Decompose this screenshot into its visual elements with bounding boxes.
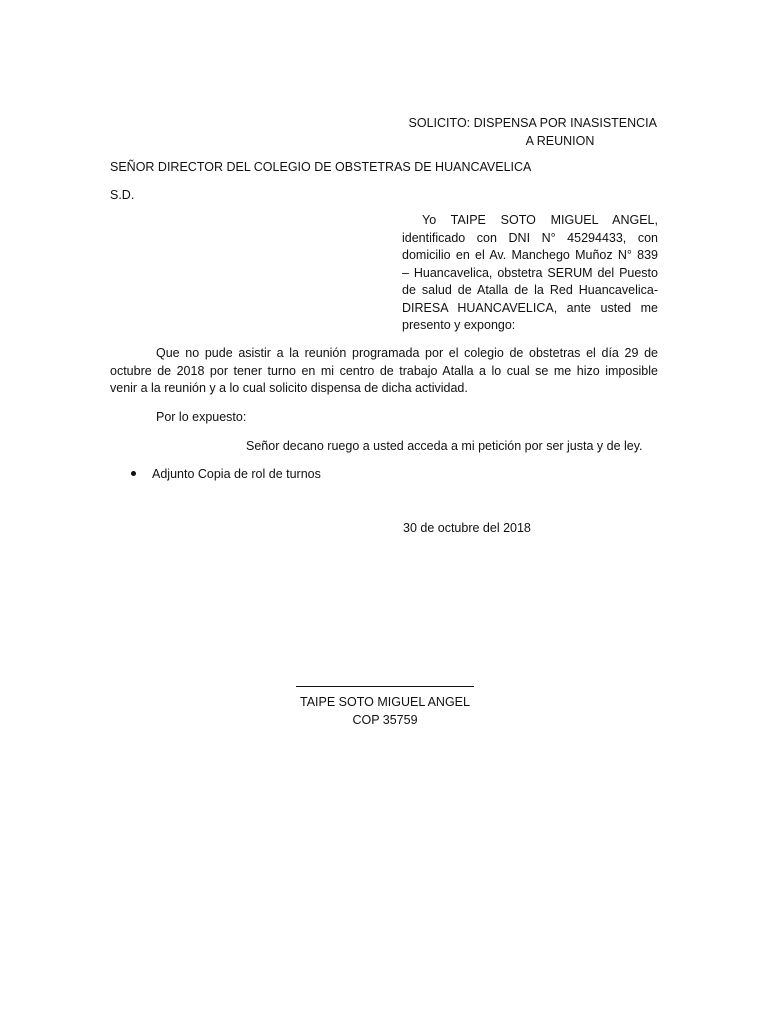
intro-line: – Huancavelica, obstetra SERUM del Puesto — [402, 265, 658, 280]
intro-line: presento y expongo: — [402, 318, 516, 332]
body-paragraph — [110, 345, 658, 398]
subject-line-1: SOLICITO: DISPENSA POR INASISTENCIA — [408, 116, 657, 130]
subject-block — [400, 114, 690, 150]
intro-line: domicilio en el Av. Manchego Muñoz N° 839 — [402, 248, 658, 262]
intro-line: de salud de Atalla de la Red Huancavelica- — [402, 283, 658, 297]
sd-salutation: S.D. — [110, 188, 135, 202]
intro-line: DIRESA HUANCAVELICA, ante usted me — [402, 300, 658, 315]
subject-line-2: A REUNION — [525, 134, 595, 148]
intro-line: identificado con DNI N° 45294433, con — [402, 230, 658, 245]
body-line: venir a la reunión y a lo cual solicito dispensa de dicha actividad. — [110, 381, 468, 395]
intro-paragraph — [402, 212, 658, 335]
por-lo-expuesto: Por lo expuesto: — [156, 410, 247, 424]
addressee: SEÑOR DIRECTOR DEL COLEGIO DE OBSTETRAS DE HUANCAVELICA — [110, 160, 532, 174]
body-line: octubre de 2018 por tener turno en mi centro de trabajo Atalla a lo cual se me hizo imposible — [110, 363, 658, 378]
attachment-item — [131, 465, 321, 483]
signature-line — [296, 686, 474, 687]
intro-line: Yo TAIPE SOTO MIGUEL ANGEL, — [422, 213, 658, 227]
body-line: Que no pude asistir a la reunión programada por el colegio de obstetras el día 29 de — [156, 346, 658, 360]
signature-block — [296, 686, 474, 729]
request-text: Señor decano ruego a usted acceda a mi petición por ser justa y de ley. — [246, 439, 643, 453]
signatory-cop: COP 35759 — [352, 713, 418, 727]
attachment-text: Adjunto Copia de rol de turnos — [152, 467, 321, 481]
date: 30 de octubre del 2018 — [403, 521, 531, 535]
signatory-name: TAIPE SOTO MIGUEL ANGEL — [300, 695, 470, 709]
bullet-icon — [131, 471, 136, 476]
